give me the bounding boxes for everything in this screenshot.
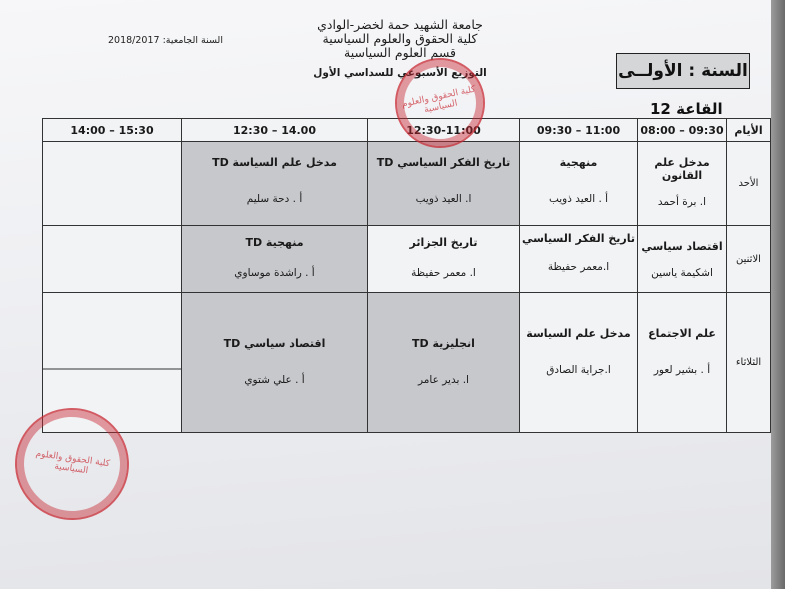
slot-header: 15:30 – 14:00	[43, 119, 182, 142]
teacher-name: أ . بشير لعور	[653, 364, 711, 376]
empty-cell	[43, 226, 182, 293]
stamp-text: كلية الحقوق والعلوم السياسية	[34, 448, 111, 477]
course-name: اقتصاد سياسي TD	[223, 337, 326, 350]
teacher-name: ا.جراية الصادق	[546, 364, 611, 376]
course-cell	[638, 226, 727, 293]
slot-header: 14.00 – 12:30	[182, 119, 368, 142]
slot-header: 09:30 – 08:00	[638, 119, 727, 142]
teacher-name: ا. بدير عامر	[418, 374, 469, 386]
table-row	[43, 293, 771, 433]
teacher-name: ا. برة أحمد	[657, 196, 707, 208]
course-cell	[368, 226, 520, 293]
day-cell: الاثنين	[727, 226, 771, 293]
teacher-name: ا. معمر حفيظة	[411, 267, 476, 279]
day-column-header: الأيام	[727, 119, 771, 142]
teacher-name: أ . علي شتوي	[244, 374, 305, 386]
slot-header: 11:00 – 09:30	[520, 119, 638, 142]
background-edge	[771, 0, 785, 589]
day-cell: الثلاثاء	[727, 293, 771, 433]
course-name: مدخل علم السياسة	[526, 327, 631, 340]
course-cell	[182, 142, 368, 226]
timetable	[42, 118, 771, 433]
course-cell	[520, 226, 638, 293]
course-name: منهجية	[559, 156, 598, 169]
teacher-name: أ . العيد ذويب	[548, 193, 609, 205]
course-name: تاريخ الفكر السياسي TD	[376, 156, 511, 169]
course-cell	[520, 293, 638, 433]
course-name: مدخل علم القانون	[654, 156, 710, 182]
teacher-name: ا. العيد ذويب	[415, 193, 472, 205]
slot-header: 12:30-11:00	[368, 119, 520, 142]
course-cell	[638, 293, 727, 433]
course-name: انجليزية TD	[412, 337, 475, 350]
course-cell	[182, 226, 368, 293]
course-cell	[520, 142, 638, 226]
stamp-text: كلية الحقوق والعلوم السياسية	[401, 84, 477, 116]
table-row	[43, 142, 771, 226]
course-name: تاريخ الجزائر	[409, 236, 478, 249]
hall-label: القاعة 12	[650, 100, 723, 118]
course-name: تاريخ الفكر السياسي	[521, 232, 636, 245]
table-row	[43, 226, 771, 293]
course-name: منهجية TD	[245, 236, 304, 249]
teacher-name: ا.معمر حفيظة	[547, 261, 610, 273]
day-cell: الأحد	[727, 142, 771, 226]
course-cell	[368, 293, 520, 433]
course-name: مدخل علم السياسة TD	[212, 156, 337, 169]
teacher-name: أ . راشدة موساوي	[234, 267, 315, 279]
university-name: جامعة الشهيد حمة لخضر-الوادي	[317, 17, 483, 32]
empty-cell	[43, 142, 182, 226]
distribution-title: التوزيع الأسبوعي للسداسي الأول	[313, 67, 487, 79]
course-name: اقتصاد سياسي	[641, 240, 723, 253]
faculty-name: كلية الحقوق والعلوم السياسية	[322, 31, 478, 46]
course-cell	[368, 142, 520, 226]
course-cell	[182, 293, 368, 433]
year-title-box: السنة : الأولــى	[616, 53, 750, 89]
academic-year: السنة الجامعية: 2018/2017	[108, 35, 223, 46]
course-cell	[638, 142, 727, 226]
teacher-name: اشكيمة ياسين	[651, 267, 713, 279]
department-name: قسم العلوم السياسية	[344, 45, 456, 60]
teacher-name: أ . دحة سليم	[246, 193, 303, 205]
course-name: علم الاجتماع	[648, 327, 716, 340]
